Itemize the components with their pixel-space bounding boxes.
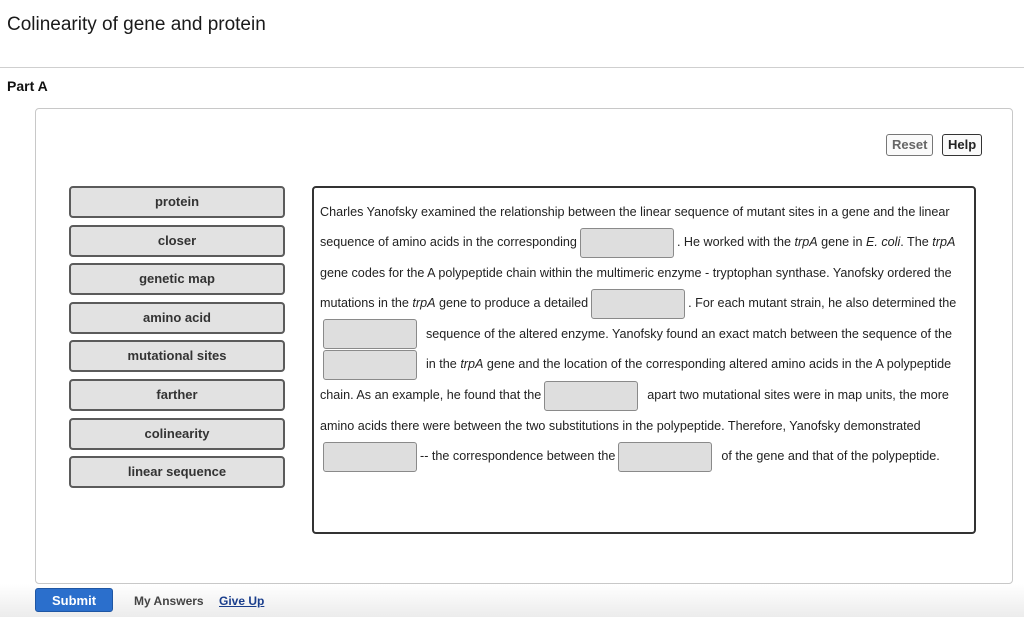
question-panel xyxy=(35,108,1013,584)
passage-segment: . The xyxy=(900,235,933,250)
submit-button[interactable]: Submit xyxy=(35,588,113,612)
passage-segment: gene and the location of the corresponding altered amino acids in the A polypeptide chain. As an example, he found that the xyxy=(320,357,952,403)
part-label: Part A xyxy=(7,78,48,94)
drop-target-4[interactable] xyxy=(323,350,417,380)
passage-segment: gene in xyxy=(817,235,866,250)
label-tile-amino-acid[interactable]: amino acid xyxy=(69,302,285,334)
passage-segment: in the xyxy=(426,357,461,372)
give-up-link[interactable]: Give Up xyxy=(219,594,265,608)
passage-segment: -- the correspondence between the xyxy=(420,448,616,463)
gene-name: trpA xyxy=(932,235,956,250)
gene-name: trpA xyxy=(794,235,818,250)
passage-segment: gene codes for the A polypeptide chain within the multimeric enzyme - tryptophan synthase. Yanofsky ordered the mutations in the xyxy=(320,265,952,311)
label-tile-closer[interactable]: closer xyxy=(69,225,285,257)
gene-name: trpA xyxy=(460,357,484,372)
passage-segment: Charles Yanofsky examined the relationship between the linear sequence of mutant sites in a gene and the linear sequence of amino acids in the corresponding xyxy=(320,205,950,250)
gene-name: trpA xyxy=(412,296,436,311)
passage-segment: apart two mutational sites were in map units, the more amino acids there were between the two substitutions in the polypeptide. Therefore, Yanofsky demonstrated xyxy=(320,388,949,433)
drop-target-1[interactable] xyxy=(580,228,674,258)
help-button[interactable]: Help xyxy=(942,134,982,156)
reset-button[interactable]: Reset xyxy=(886,134,933,156)
drop-target-3[interactable] xyxy=(323,319,417,349)
passage-segment: sequence of the altered enzyme. Yanofsky found an exact match between the sequence of the xyxy=(426,326,953,341)
label-tile-protein[interactable]: protein xyxy=(69,186,285,218)
passage-segment: . For each mutant strain, he also determined the xyxy=(688,296,957,311)
organism-name: E. coli xyxy=(865,235,901,250)
label-bank xyxy=(69,186,287,495)
title-divider xyxy=(0,67,1024,68)
drop-target-6[interactable] xyxy=(323,442,417,472)
drop-target-2[interactable] xyxy=(591,289,685,319)
label-tile-colinearity[interactable]: colinearity xyxy=(69,418,285,450)
passage-segment: . He worked with the xyxy=(676,235,795,250)
label-tile-genetic-map[interactable]: genetic map xyxy=(69,263,285,295)
passage-text xyxy=(312,186,976,534)
label-tile-linear-sequence[interactable]: linear sequence xyxy=(69,456,285,488)
drop-target-5[interactable] xyxy=(544,381,638,411)
label-tile-mutational-sites[interactable]: mutational sites xyxy=(69,340,285,372)
my-answers-label: My Answers xyxy=(134,594,204,608)
passage-segment: of the gene and that of the polypeptide. xyxy=(721,448,940,463)
label-tile-farther[interactable]: farther xyxy=(69,379,285,411)
page-title: Colinearity of gene and protein xyxy=(7,14,266,35)
drop-target-7[interactable] xyxy=(618,442,712,472)
passage-segment: gene to produce a detailed xyxy=(435,296,589,311)
